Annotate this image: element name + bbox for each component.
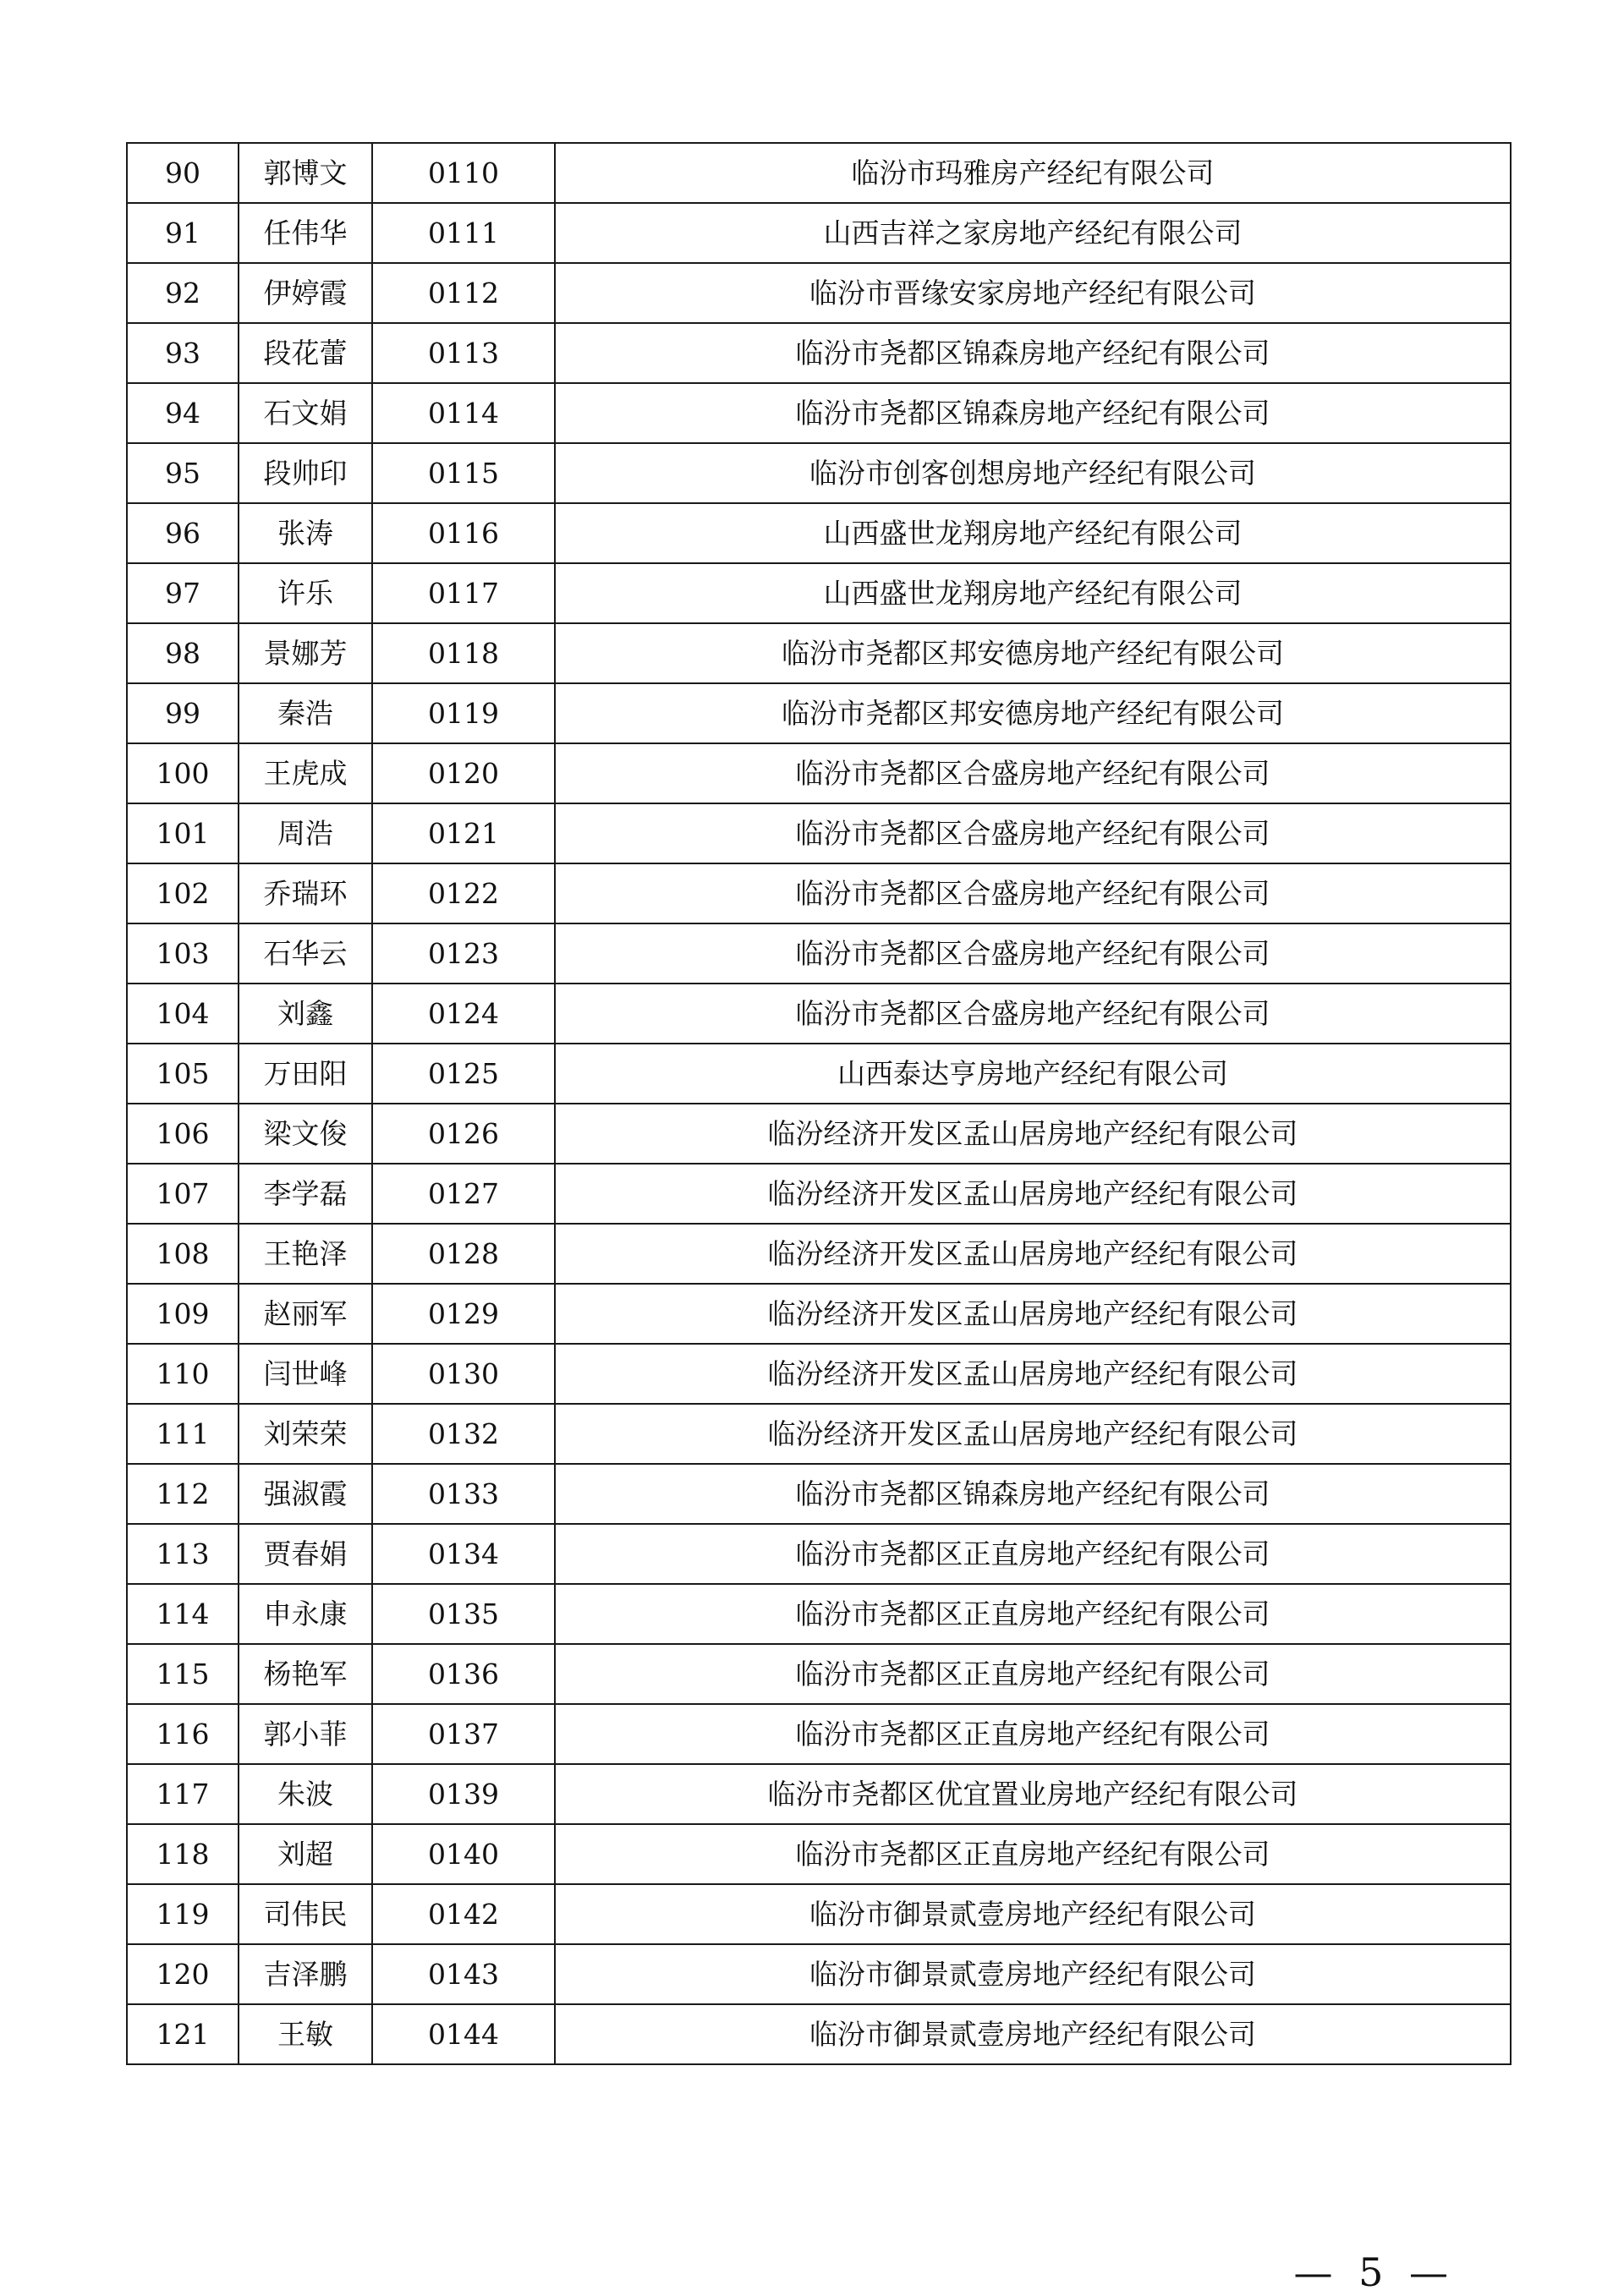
company-name-cell: 临汾市尧都区优宜置业房地产经纪有限公司 (555, 1764, 1511, 1824)
company-name-cell: 临汾市尧都区合盛房地产经纪有限公司 (555, 743, 1511, 803)
person-name-cell: 王敏 (239, 2004, 372, 2064)
person-name-cell: 段帅印 (239, 443, 372, 503)
row-number-cell: 98 (127, 623, 239, 683)
table-row (127, 143, 1511, 203)
person-name-cell: 景娜芳 (239, 623, 372, 683)
person-name-cell: 秦浩 (239, 683, 372, 743)
table-row (127, 203, 1511, 263)
person-name-cell: 吉泽鹏 (239, 1944, 372, 2004)
company-name-cell: 临汾经济开发区孟山居房地产经纪有限公司 (555, 1104, 1511, 1164)
company-name-cell: 临汾市尧都区正直房地产经纪有限公司 (555, 1524, 1511, 1584)
row-number-cell: 90 (127, 143, 239, 203)
row-number-cell: 117 (127, 1764, 239, 1824)
table-row (127, 1944, 1511, 2004)
table-row (127, 1404, 1511, 1464)
company-name-cell: 临汾市尧都区正直房地产经纪有限公司 (555, 1584, 1511, 1644)
company-name-cell: 临汾市尧都区合盛房地产经纪有限公司 (555, 863, 1511, 923)
row-number-cell: 93 (127, 323, 239, 383)
row-number-cell: 103 (127, 923, 239, 984)
company-name-cell: 山西盛世龙翔房地产经纪有限公司 (555, 563, 1511, 623)
person-name-cell: 郭博文 (239, 143, 372, 203)
company-name-cell: 临汾市尧都区正直房地产经纪有限公司 (555, 1824, 1511, 1884)
row-number-cell: 100 (127, 743, 239, 803)
certificate-code-cell: 0132 (372, 1404, 555, 1464)
table-row (127, 1584, 1511, 1644)
row-number-cell: 114 (127, 1584, 239, 1644)
table-row (127, 443, 1511, 503)
table-row (127, 1344, 1511, 1404)
row-number-cell: 119 (127, 1884, 239, 1944)
person-name-cell: 杨艳军 (239, 1644, 372, 1704)
certificate-code-cell: 0139 (372, 1764, 555, 1824)
person-name-cell: 周浩 (239, 803, 372, 863)
certificate-code-cell: 0135 (372, 1584, 555, 1644)
row-number-cell: 113 (127, 1524, 239, 1584)
certificate-code-cell: 0125 (372, 1044, 555, 1104)
row-number-cell: 92 (127, 263, 239, 323)
row-number-cell: 102 (127, 863, 239, 923)
certificate-code-cell: 0144 (372, 2004, 555, 2064)
person-name-cell: 乔瑞环 (239, 863, 372, 923)
table-row (127, 1104, 1511, 1164)
company-name-cell: 临汾经济开发区孟山居房地产经纪有限公司 (555, 1224, 1511, 1284)
row-number-cell: 106 (127, 1104, 239, 1164)
row-number-cell: 116 (127, 1704, 239, 1764)
certificate-code-cell: 0111 (372, 203, 555, 263)
person-name-cell: 刘鑫 (239, 984, 372, 1044)
person-name-cell: 申永康 (239, 1584, 372, 1644)
person-name-cell: 伊婷霞 (239, 263, 372, 323)
row-number-cell: 94 (127, 383, 239, 443)
row-number-cell: 97 (127, 563, 239, 623)
certificate-code-cell: 0128 (372, 1224, 555, 1284)
table-row (127, 623, 1511, 683)
table-row (127, 383, 1511, 443)
table-row (127, 1644, 1511, 1704)
table-row (127, 1884, 1511, 1944)
table-row (127, 1464, 1511, 1524)
company-name-cell: 临汾市尧都区邦安德房地产经纪有限公司 (555, 623, 1511, 683)
table-row (127, 984, 1511, 1044)
person-name-cell: 闫世峰 (239, 1344, 372, 1404)
company-name-cell: 临汾市创客创想房地产经纪有限公司 (555, 443, 1511, 503)
person-name-cell: 司伟民 (239, 1884, 372, 1944)
row-number-cell: 118 (127, 1824, 239, 1884)
table-row (127, 1284, 1511, 1344)
company-name-cell: 临汾市尧都区合盛房地产经纪有限公司 (555, 803, 1511, 863)
person-name-cell: 王艳泽 (239, 1224, 372, 1284)
certificate-code-cell: 0123 (372, 923, 555, 984)
certificate-code-cell: 0136 (372, 1644, 555, 1704)
table-row (127, 923, 1511, 984)
company-name-cell: 临汾经济开发区孟山居房地产经纪有限公司 (555, 1344, 1511, 1404)
certificate-code-cell: 0121 (372, 803, 555, 863)
certificate-code-cell: 0118 (372, 623, 555, 683)
company-name-cell: 临汾市玛雅房产经纪有限公司 (555, 143, 1511, 203)
company-name-cell: 临汾经济开发区孟山居房地产经纪有限公司 (555, 1284, 1511, 1344)
certificate-code-cell: 0129 (372, 1284, 555, 1344)
company-name-cell: 临汾市尧都区正直房地产经纪有限公司 (555, 1644, 1511, 1704)
table-row (127, 1824, 1511, 1884)
person-name-cell: 赵丽军 (239, 1284, 372, 1344)
certificate-code-cell: 0110 (372, 143, 555, 203)
row-number-cell: 105 (127, 1044, 239, 1104)
certificate-code-cell: 0117 (372, 563, 555, 623)
row-number-cell: 104 (127, 984, 239, 1044)
table-row (127, 563, 1511, 623)
table-row (127, 1704, 1511, 1764)
row-number-cell: 99 (127, 683, 239, 743)
row-number-cell: 110 (127, 1344, 239, 1404)
roster-sheet (126, 142, 1510, 2065)
row-number-cell: 115 (127, 1644, 239, 1704)
person-name-cell: 刘超 (239, 1824, 372, 1884)
certificate-code-cell: 0122 (372, 863, 555, 923)
certificate-code-cell: 0119 (372, 683, 555, 743)
certificate-code-cell: 0112 (372, 263, 555, 323)
certificate-code-cell: 0130 (372, 1344, 555, 1404)
table-row (127, 263, 1511, 323)
company-name-cell: 临汾市尧都区锦森房地产经纪有限公司 (555, 323, 1511, 383)
company-name-cell: 山西泰达亨房地产经纪有限公司 (555, 1044, 1511, 1104)
page-number: — 5 — (1293, 2249, 1455, 2295)
company-name-cell: 临汾经济开发区孟山居房地产经纪有限公司 (555, 1164, 1511, 1224)
person-name-cell: 任伟华 (239, 203, 372, 263)
certificate-code-cell: 0114 (372, 383, 555, 443)
company-name-cell: 临汾市尧都区正直房地产经纪有限公司 (555, 1704, 1511, 1764)
person-name-cell: 刘荣荣 (239, 1404, 372, 1464)
table-row (127, 1524, 1511, 1584)
row-number-cell: 95 (127, 443, 239, 503)
person-name-cell: 王虎成 (239, 743, 372, 803)
certificate-code-cell: 0115 (372, 443, 555, 503)
company-name-cell: 临汾市御景贰壹房地产经纪有限公司 (555, 1944, 1511, 2004)
certificate-code-cell: 0142 (372, 1884, 555, 1944)
certificate-code-cell: 0124 (372, 984, 555, 1044)
person-name-cell: 石华云 (239, 923, 372, 984)
company-name-cell: 临汾市晋缘安家房地产经纪有限公司 (555, 263, 1511, 323)
row-number-cell: 121 (127, 2004, 239, 2064)
certificate-code-cell: 0134 (372, 1524, 555, 1584)
certificate-code-cell: 0113 (372, 323, 555, 383)
roster-table (126, 142, 1512, 2065)
person-name-cell: 李学磊 (239, 1164, 372, 1224)
company-name-cell: 临汾市尧都区锦森房地产经纪有限公司 (555, 383, 1511, 443)
row-number-cell: 91 (127, 203, 239, 263)
table-row (127, 1224, 1511, 1284)
table-row (127, 1044, 1511, 1104)
row-number-cell: 111 (127, 1404, 239, 1464)
row-number-cell: 109 (127, 1284, 239, 1344)
row-number-cell: 107 (127, 1164, 239, 1224)
table-row (127, 323, 1511, 383)
certificate-code-cell: 0126 (372, 1104, 555, 1164)
row-number-cell: 112 (127, 1464, 239, 1524)
certificate-code-cell: 0120 (372, 743, 555, 803)
company-name-cell: 山西吉祥之家房地产经纪有限公司 (555, 203, 1511, 263)
company-name-cell: 临汾市尧都区合盛房地产经纪有限公司 (555, 984, 1511, 1044)
person-name-cell: 石文娟 (239, 383, 372, 443)
table-row (127, 503, 1511, 563)
row-number-cell: 101 (127, 803, 239, 863)
company-name-cell: 临汾经济开发区孟山居房地产经纪有限公司 (555, 1404, 1511, 1464)
certificate-code-cell: 0116 (372, 503, 555, 563)
certificate-code-cell: 0143 (372, 1944, 555, 2004)
table-row (127, 1164, 1511, 1224)
person-name-cell: 梁文俊 (239, 1104, 372, 1164)
person-name-cell: 段花蕾 (239, 323, 372, 383)
person-name-cell: 张涛 (239, 503, 372, 563)
person-name-cell: 朱波 (239, 1764, 372, 1824)
table-row (127, 863, 1511, 923)
certificate-code-cell: 0133 (372, 1464, 555, 1524)
table-row (127, 803, 1511, 863)
person-name-cell: 许乐 (239, 563, 372, 623)
table-row (127, 743, 1511, 803)
company-name-cell: 临汾市尧都区锦森房地产经纪有限公司 (555, 1464, 1511, 1524)
company-name-cell: 临汾市尧都区邦安德房地产经纪有限公司 (555, 683, 1511, 743)
certificate-code-cell: 0127 (372, 1164, 555, 1224)
company-name-cell: 临汾市御景贰壹房地产经纪有限公司 (555, 2004, 1511, 2064)
row-number-cell: 120 (127, 1944, 239, 2004)
certificate-code-cell: 0140 (372, 1824, 555, 1884)
table-row (127, 683, 1511, 743)
table-row (127, 2004, 1511, 2064)
company-name-cell: 临汾市尧都区合盛房地产经纪有限公司 (555, 923, 1511, 984)
row-number-cell: 96 (127, 503, 239, 563)
person-name-cell: 郭小菲 (239, 1704, 372, 1764)
row-number-cell: 108 (127, 1224, 239, 1284)
certificate-code-cell: 0137 (372, 1704, 555, 1764)
table-row (127, 1764, 1511, 1824)
person-name-cell: 万田阳 (239, 1044, 372, 1104)
company-name-cell: 山西盛世龙翔房地产经纪有限公司 (555, 503, 1511, 563)
person-name-cell: 贾春娟 (239, 1524, 372, 1584)
roster-table-body (127, 143, 1511, 2064)
company-name-cell: 临汾市御景贰壹房地产经纪有限公司 (555, 1884, 1511, 1944)
person-name-cell: 强淑霞 (239, 1464, 372, 1524)
